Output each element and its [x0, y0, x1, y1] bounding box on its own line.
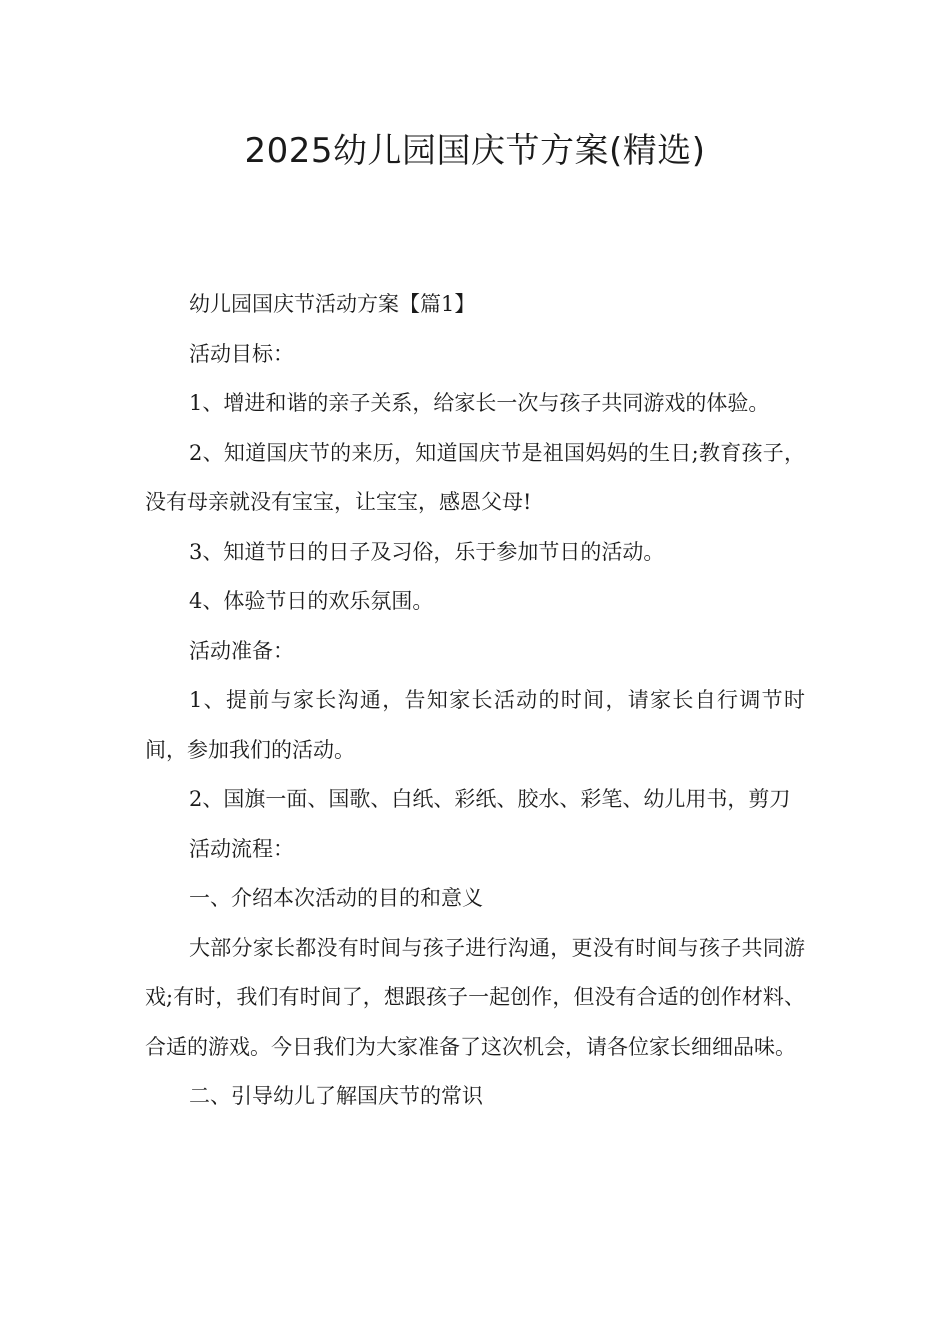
- subheading-preparation: 活动准备：: [189, 638, 294, 663]
- document-body: [145, 280, 805, 1122]
- paragraph: 2、知道国庆节的来历，知道国庆节是祖国妈妈的生日;教育孩子，没有母亲就没有宝宝，让宝宝，感恩父母!: [145, 440, 805, 514]
- paragraph: 大部分家长都没有时间与孩子进行沟通，更没有时间与孩子共同游戏;有时，我们有时间了，想跟孩子一起创作，但没有合适的创作材料、合适的游戏。今日我们为大家准备了这次机会，请各位家长细细品味。: [145, 935, 805, 1059]
- paragraph: 2、国旗一面、国歌、白纸、彩纸、胶水、彩笔、幼儿用书，剪刀: [189, 787, 791, 811]
- subheading-process: 活动流程：: [189, 836, 294, 861]
- section-heading: 幼儿园国庆节活动方案【篇1】: [189, 292, 476, 316]
- paragraph: 1、增进和谐的亲子关系，给家长一次与孩子共同游戏的体验。: [189, 391, 770, 415]
- document-title: 2025幼儿园国庆节方案(精选): [244, 131, 706, 171]
- paragraph: 1、提前与家长沟通，告知家长活动的时间，请家长自行调节时间，参加我们的活动。: [145, 688, 805, 762]
- paragraph: 一、介绍本次活动的目的和意义: [189, 886, 483, 910]
- paragraph: 二、引导幼儿了解国庆节的常识: [189, 1084, 483, 1108]
- paragraph: 3、知道节日的日子及习俗，乐于参加节日的活动。: [189, 539, 665, 564]
- subheading-goals: 活动目标：: [189, 341, 294, 366]
- paragraph: 4、体验节日的欢乐氛围。: [189, 589, 434, 613]
